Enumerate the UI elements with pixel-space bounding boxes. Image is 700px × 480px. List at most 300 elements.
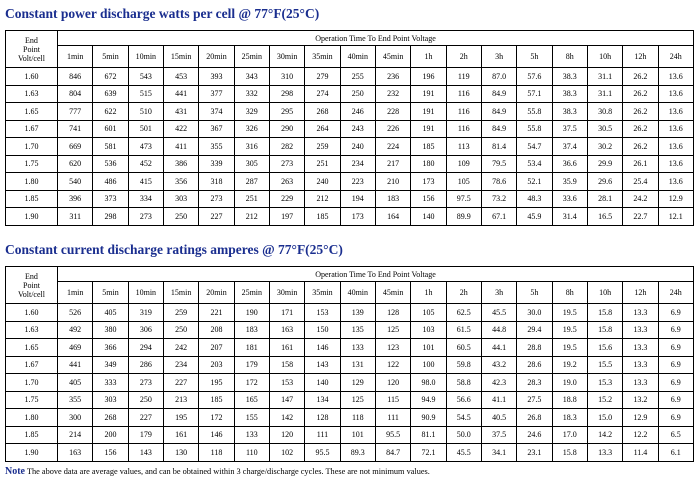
value-cell: 179: [234, 356, 269, 374]
value-cell: 101: [411, 339, 446, 357]
value-cell: 153: [269, 374, 304, 392]
value-cell: 411: [163, 138, 198, 156]
value-cell: 273: [269, 155, 304, 173]
column-header: 15min: [163, 46, 198, 68]
end-point-voltage-cell: 1.70: [6, 138, 58, 156]
value-cell: 228: [375, 103, 410, 121]
value-cell: 118: [199, 444, 234, 462]
value-cell: 67.1: [481, 208, 516, 226]
value-cell: 373: [93, 190, 128, 208]
value-cell: 196: [411, 68, 446, 86]
value-cell: 56.6: [446, 391, 481, 409]
value-cell: 122: [375, 356, 410, 374]
value-cell: 250: [340, 85, 375, 103]
value-cell: 60.5: [446, 339, 481, 357]
table-row: [6, 409, 694, 427]
value-cell: 380: [93, 321, 128, 339]
table-row: [6, 120, 694, 138]
value-cell: 207: [199, 339, 234, 357]
value-cell: 234: [163, 356, 198, 374]
value-cell: 273: [128, 374, 163, 392]
value-cell: 12.9: [623, 409, 658, 427]
value-cell: 305: [234, 155, 269, 173]
value-cell: 13.6: [658, 173, 693, 191]
value-cell: 19.5: [552, 321, 587, 339]
value-cell: 246: [340, 103, 375, 121]
value-cell: 227: [163, 374, 198, 392]
value-cell: 78.6: [481, 173, 516, 191]
column-header: 12h: [623, 282, 658, 304]
end-point-voltage-cell: 1.70: [6, 374, 58, 392]
value-cell: 12.2: [623, 426, 658, 444]
column-header: 2h: [446, 46, 481, 68]
column-header: 5min: [93, 282, 128, 304]
value-cell: 130: [163, 444, 198, 462]
value-cell: 87.0: [481, 68, 516, 86]
value-cell: 15.2: [587, 391, 622, 409]
value-cell: 45.5: [446, 444, 481, 462]
value-cell: 84.9: [481, 85, 516, 103]
value-cell: 240: [340, 138, 375, 156]
span-header: Operation Time To End Point Voltage: [58, 31, 694, 46]
value-cell: 294: [128, 339, 163, 357]
value-cell: 15.8: [587, 321, 622, 339]
value-cell: 229: [269, 190, 304, 208]
column-header: 12h: [623, 46, 658, 68]
column-header: 3h: [481, 282, 516, 304]
value-cell: 38.3: [552, 68, 587, 86]
value-cell: 26.2: [623, 85, 658, 103]
value-cell: 84.9: [481, 103, 516, 121]
column-header: 1h: [411, 282, 446, 304]
value-cell: 6.9: [658, 374, 693, 392]
value-cell: 172: [234, 374, 269, 392]
value-cell: 30.5: [587, 120, 622, 138]
value-cell: 73.2: [481, 190, 516, 208]
value-cell: 234: [340, 155, 375, 173]
value-cell: 501: [128, 120, 163, 138]
column-header: 25min: [234, 46, 269, 68]
value-cell: 44.8: [481, 321, 516, 339]
value-cell: 50.0: [446, 426, 481, 444]
value-cell: 173: [411, 173, 446, 191]
value-cell: 25.4: [623, 173, 658, 191]
value-cell: 26.2: [623, 120, 658, 138]
end-point-voltage-cell: 1.67: [6, 356, 58, 374]
value-cell: 38.3: [552, 85, 587, 103]
value-cell: 15.3: [587, 374, 622, 392]
column-header: 15min: [163, 282, 198, 304]
value-cell: 441: [58, 356, 93, 374]
value-cell: 333: [93, 374, 128, 392]
value-cell: 120: [375, 374, 410, 392]
value-cell: 203: [199, 356, 234, 374]
value-cell: 190: [234, 304, 269, 322]
value-cell: 143: [128, 444, 163, 462]
table-row: [6, 173, 694, 191]
corner-label-line: End: [25, 271, 38, 281]
value-cell: 804: [58, 85, 93, 103]
value-cell: 147: [269, 391, 304, 409]
value-cell: 158: [269, 356, 304, 374]
value-cell: 200: [93, 426, 128, 444]
value-cell: 150: [305, 321, 340, 339]
table-row: [6, 85, 694, 103]
value-cell: 777: [58, 103, 93, 121]
end-point-voltage-cell: 1.90: [6, 208, 58, 226]
value-cell: 146: [305, 339, 340, 357]
value-cell: 18.8: [552, 391, 587, 409]
value-cell: 173: [340, 208, 375, 226]
value-cell: 242: [163, 339, 198, 357]
value-cell: 526: [58, 304, 93, 322]
value-cell: 30.0: [517, 304, 552, 322]
value-cell: 224: [375, 138, 410, 156]
value-cell: 453: [163, 68, 198, 86]
value-cell: 251: [234, 190, 269, 208]
value-cell: 6.9: [658, 356, 693, 374]
value-cell: 101: [340, 426, 375, 444]
corner-label-line: End: [25, 35, 38, 45]
table-row: [6, 374, 694, 392]
value-cell: 26.2: [623, 138, 658, 156]
column-header: 2h: [446, 282, 481, 304]
table-row: [6, 208, 694, 226]
column-header: 30min: [269, 282, 304, 304]
value-cell: 172: [199, 409, 234, 427]
value-cell: 29.4: [517, 321, 552, 339]
value-cell: 54.5: [446, 409, 481, 427]
value-cell: 287: [234, 173, 269, 191]
value-cell: 6.9: [658, 409, 693, 427]
end-point-voltage-cell: 1.75: [6, 155, 58, 173]
value-cell: 13.3: [623, 321, 658, 339]
column-header: 10min: [128, 282, 163, 304]
column-header: 5min: [93, 46, 128, 68]
value-cell: 846: [58, 68, 93, 86]
value-cell: 319: [128, 304, 163, 322]
value-cell: 620: [58, 155, 93, 173]
value-cell: 59.8: [446, 356, 481, 374]
column-header: 35min: [305, 46, 340, 68]
value-cell: 110: [234, 444, 269, 462]
value-cell: 128: [375, 304, 410, 322]
value-cell: 45.5: [481, 304, 516, 322]
value-cell: 355: [199, 138, 234, 156]
value-cell: 79.5: [481, 155, 516, 173]
value-cell: 15.0: [587, 409, 622, 427]
value-cell: 227: [199, 208, 234, 226]
table-row: [6, 356, 694, 374]
value-cell: 134: [305, 391, 340, 409]
value-cell: 672: [93, 68, 128, 86]
value-cell: 13.6: [658, 120, 693, 138]
value-cell: 273: [199, 190, 234, 208]
column-header: 10min: [128, 46, 163, 68]
value-cell: 125: [375, 321, 410, 339]
column-header: 20min: [199, 46, 234, 68]
value-cell: 367: [199, 120, 234, 138]
column-header: 10h: [587, 282, 622, 304]
value-cell: 282: [269, 138, 304, 156]
value-cell: 286: [128, 356, 163, 374]
value-cell: 183: [375, 190, 410, 208]
column-header: 8h: [552, 282, 587, 304]
value-cell: 298: [93, 208, 128, 226]
value-cell: 129: [340, 374, 375, 392]
end-point-voltage-cell: 1.65: [6, 103, 58, 121]
value-cell: 24.6: [517, 426, 552, 444]
value-cell: 43.2: [481, 356, 516, 374]
value-cell: 290: [269, 120, 304, 138]
value-cell: 405: [93, 304, 128, 322]
value-cell: 310: [269, 68, 304, 86]
value-cell: 243: [340, 120, 375, 138]
end-point-voltage-cell: 1.85: [6, 426, 58, 444]
column-header: 25min: [234, 282, 269, 304]
value-cell: 38.3: [552, 103, 587, 121]
value-cell: 105: [411, 304, 446, 322]
table-row: [6, 391, 694, 409]
value-cell: 34.1: [481, 444, 516, 462]
value-cell: 232: [375, 85, 410, 103]
value-cell: 62.5: [446, 304, 481, 322]
value-cell: 326: [234, 120, 269, 138]
value-cell: 111: [305, 426, 340, 444]
value-cell: 17.0: [552, 426, 587, 444]
value-cell: 180: [411, 155, 446, 173]
value-cell: 156: [411, 190, 446, 208]
value-cell: 41.1: [481, 391, 516, 409]
value-cell: 15.8: [552, 444, 587, 462]
value-cell: 268: [305, 103, 340, 121]
table-row: [6, 138, 694, 156]
value-cell: 109: [446, 155, 481, 173]
value-cell: 374: [199, 103, 234, 121]
value-cell: 111: [375, 409, 410, 427]
value-cell: 13.6: [658, 103, 693, 121]
value-cell: 53.4: [517, 155, 552, 173]
value-cell: 264: [305, 120, 340, 138]
column-header: 40min: [340, 282, 375, 304]
value-cell: 89.3: [340, 444, 375, 462]
value-cell: 210: [375, 173, 410, 191]
value-cell: 19.5: [552, 339, 587, 357]
column-header: 1min: [58, 282, 93, 304]
value-cell: 31.1: [587, 85, 622, 103]
value-cell: 422: [163, 120, 198, 138]
value-cell: 37.4: [552, 138, 587, 156]
value-cell: 13.3: [623, 374, 658, 392]
column-header: 1h: [411, 46, 446, 68]
value-cell: 81.4: [481, 138, 516, 156]
column-header: 24h: [658, 282, 693, 304]
value-cell: 492: [58, 321, 93, 339]
value-cell: 343: [234, 68, 269, 86]
value-cell: 386: [163, 155, 198, 173]
value-cell: 140: [305, 374, 340, 392]
column-header: 30min: [269, 46, 304, 68]
value-cell: 42.3: [481, 374, 516, 392]
end-point-voltage-cell: 1.67: [6, 120, 58, 138]
value-cell: 29.9: [587, 155, 622, 173]
value-cell: 139: [340, 304, 375, 322]
corner-label-line: Volt/cell: [18, 289, 45, 299]
value-cell: 393: [199, 68, 234, 86]
value-cell: 195: [163, 409, 198, 427]
value-cell: 223: [340, 173, 375, 191]
value-cell: 469: [58, 339, 93, 357]
value-cell: 227: [128, 409, 163, 427]
value-cell: 298: [269, 85, 304, 103]
column-header-row: [6, 46, 694, 68]
value-cell: 84.9: [481, 120, 516, 138]
value-cell: 316: [234, 138, 269, 156]
value-cell: 236: [375, 68, 410, 86]
value-cell: 441: [163, 85, 198, 103]
value-cell: 81.1: [411, 426, 446, 444]
value-cell: 601: [93, 120, 128, 138]
value-cell: 259: [305, 138, 340, 156]
value-cell: 163: [269, 321, 304, 339]
value-cell: 55.8: [517, 120, 552, 138]
value-cell: 133: [340, 339, 375, 357]
end-point-voltage-cell: 1.63: [6, 85, 58, 103]
value-cell: 19.0: [552, 374, 587, 392]
value-cell: 18.3: [552, 409, 587, 427]
value-cell: 183: [234, 321, 269, 339]
value-cell: 142: [269, 409, 304, 427]
value-cell: 212: [234, 208, 269, 226]
value-cell: 273: [128, 208, 163, 226]
table-row: [6, 321, 694, 339]
value-cell: 26.2: [623, 103, 658, 121]
value-cell: 118: [340, 409, 375, 427]
value-cell: 13.2: [623, 391, 658, 409]
value-cell: 185: [305, 208, 340, 226]
power-table-title: Constant power discharge watts per cell @ 77°F(25°C): [5, 6, 320, 21]
value-cell: 55.8: [517, 103, 552, 121]
value-cell: 669: [58, 138, 93, 156]
value-cell: 128: [305, 409, 340, 427]
value-cell: 156: [93, 444, 128, 462]
current-discharge-table: [5, 266, 694, 462]
value-cell: 135: [340, 321, 375, 339]
end-point-voltage-cell: 1.75: [6, 391, 58, 409]
value-cell: 255: [340, 68, 375, 86]
value-cell: 355: [58, 391, 93, 409]
end-point-header: [6, 267, 58, 304]
note-label: Note: [5, 466, 25, 477]
value-cell: 303: [93, 391, 128, 409]
value-cell: 13.3: [623, 339, 658, 357]
value-cell: 240: [305, 173, 340, 191]
value-cell: 306: [128, 321, 163, 339]
value-cell: 155: [234, 409, 269, 427]
value-cell: 131: [340, 356, 375, 374]
value-cell: 36.6: [552, 155, 587, 173]
value-cell: 30.2: [587, 138, 622, 156]
value-cell: 268: [93, 409, 128, 427]
value-cell: 349: [93, 356, 128, 374]
value-cell: 29.6: [587, 173, 622, 191]
table-row: [6, 304, 694, 322]
span-header: Operation Time To End Point Voltage: [58, 267, 694, 282]
value-cell: 540: [58, 173, 93, 191]
value-cell: 140: [411, 208, 446, 226]
value-cell: 89.9: [446, 208, 481, 226]
value-cell: 15.5: [587, 356, 622, 374]
value-cell: 212: [305, 190, 340, 208]
value-cell: 123: [375, 339, 410, 357]
column-header: 10h: [587, 46, 622, 68]
value-cell: 13.6: [658, 68, 693, 86]
value-cell: 146: [199, 426, 234, 444]
end-point-header: [6, 31, 58, 68]
value-cell: 40.5: [481, 409, 516, 427]
value-cell: 116: [446, 120, 481, 138]
value-cell: 13.6: [658, 155, 693, 173]
value-cell: 6.1: [658, 444, 693, 462]
value-cell: 415: [128, 173, 163, 191]
value-cell: 97.5: [446, 190, 481, 208]
value-cell: 52.1: [517, 173, 552, 191]
value-cell: 6.9: [658, 391, 693, 409]
value-cell: 15.6: [587, 339, 622, 357]
value-cell: 279: [305, 68, 340, 86]
value-cell: 165: [234, 391, 269, 409]
value-cell: 116: [446, 103, 481, 121]
value-cell: 31.4: [552, 208, 587, 226]
value-cell: 95.5: [375, 426, 410, 444]
column-header: 8h: [552, 46, 587, 68]
value-cell: 72.1: [411, 444, 446, 462]
note-text: The above data are average values, and can be obtained within 3 charge/discharge cycles. These are not minimum values.: [25, 467, 430, 476]
power-discharge-table: [5, 30, 694, 226]
value-cell: 11.4: [623, 444, 658, 462]
column-header: 45min: [375, 282, 410, 304]
value-cell: 24.2: [623, 190, 658, 208]
end-point-voltage-cell: 1.65: [6, 339, 58, 357]
value-cell: 195: [199, 374, 234, 392]
value-cell: 153: [305, 304, 340, 322]
value-cell: 250: [128, 391, 163, 409]
value-cell: 263: [269, 173, 304, 191]
value-cell: 28.6: [517, 356, 552, 374]
value-cell: 13.3: [623, 356, 658, 374]
value-cell: 26.1: [623, 155, 658, 173]
value-cell: 181: [234, 339, 269, 357]
value-cell: 329: [234, 103, 269, 121]
value-cell: 58.8: [446, 374, 481, 392]
end-point-voltage-cell: 1.85: [6, 190, 58, 208]
column-header: 20min: [199, 282, 234, 304]
column-header: 1min: [58, 46, 93, 68]
value-cell: 510: [128, 103, 163, 121]
value-cell: 94.9: [411, 391, 446, 409]
value-cell: 197: [269, 208, 304, 226]
column-header-row: [6, 282, 694, 304]
value-cell: 13.6: [658, 138, 693, 156]
value-cell: 377: [199, 85, 234, 103]
value-cell: 12.9: [658, 190, 693, 208]
value-cell: 19.2: [552, 356, 587, 374]
value-cell: 274: [305, 85, 340, 103]
value-cell: 22.7: [623, 208, 658, 226]
value-cell: 259: [163, 304, 198, 322]
end-point-voltage-cell: 1.60: [6, 304, 58, 322]
table-row: [6, 444, 694, 462]
